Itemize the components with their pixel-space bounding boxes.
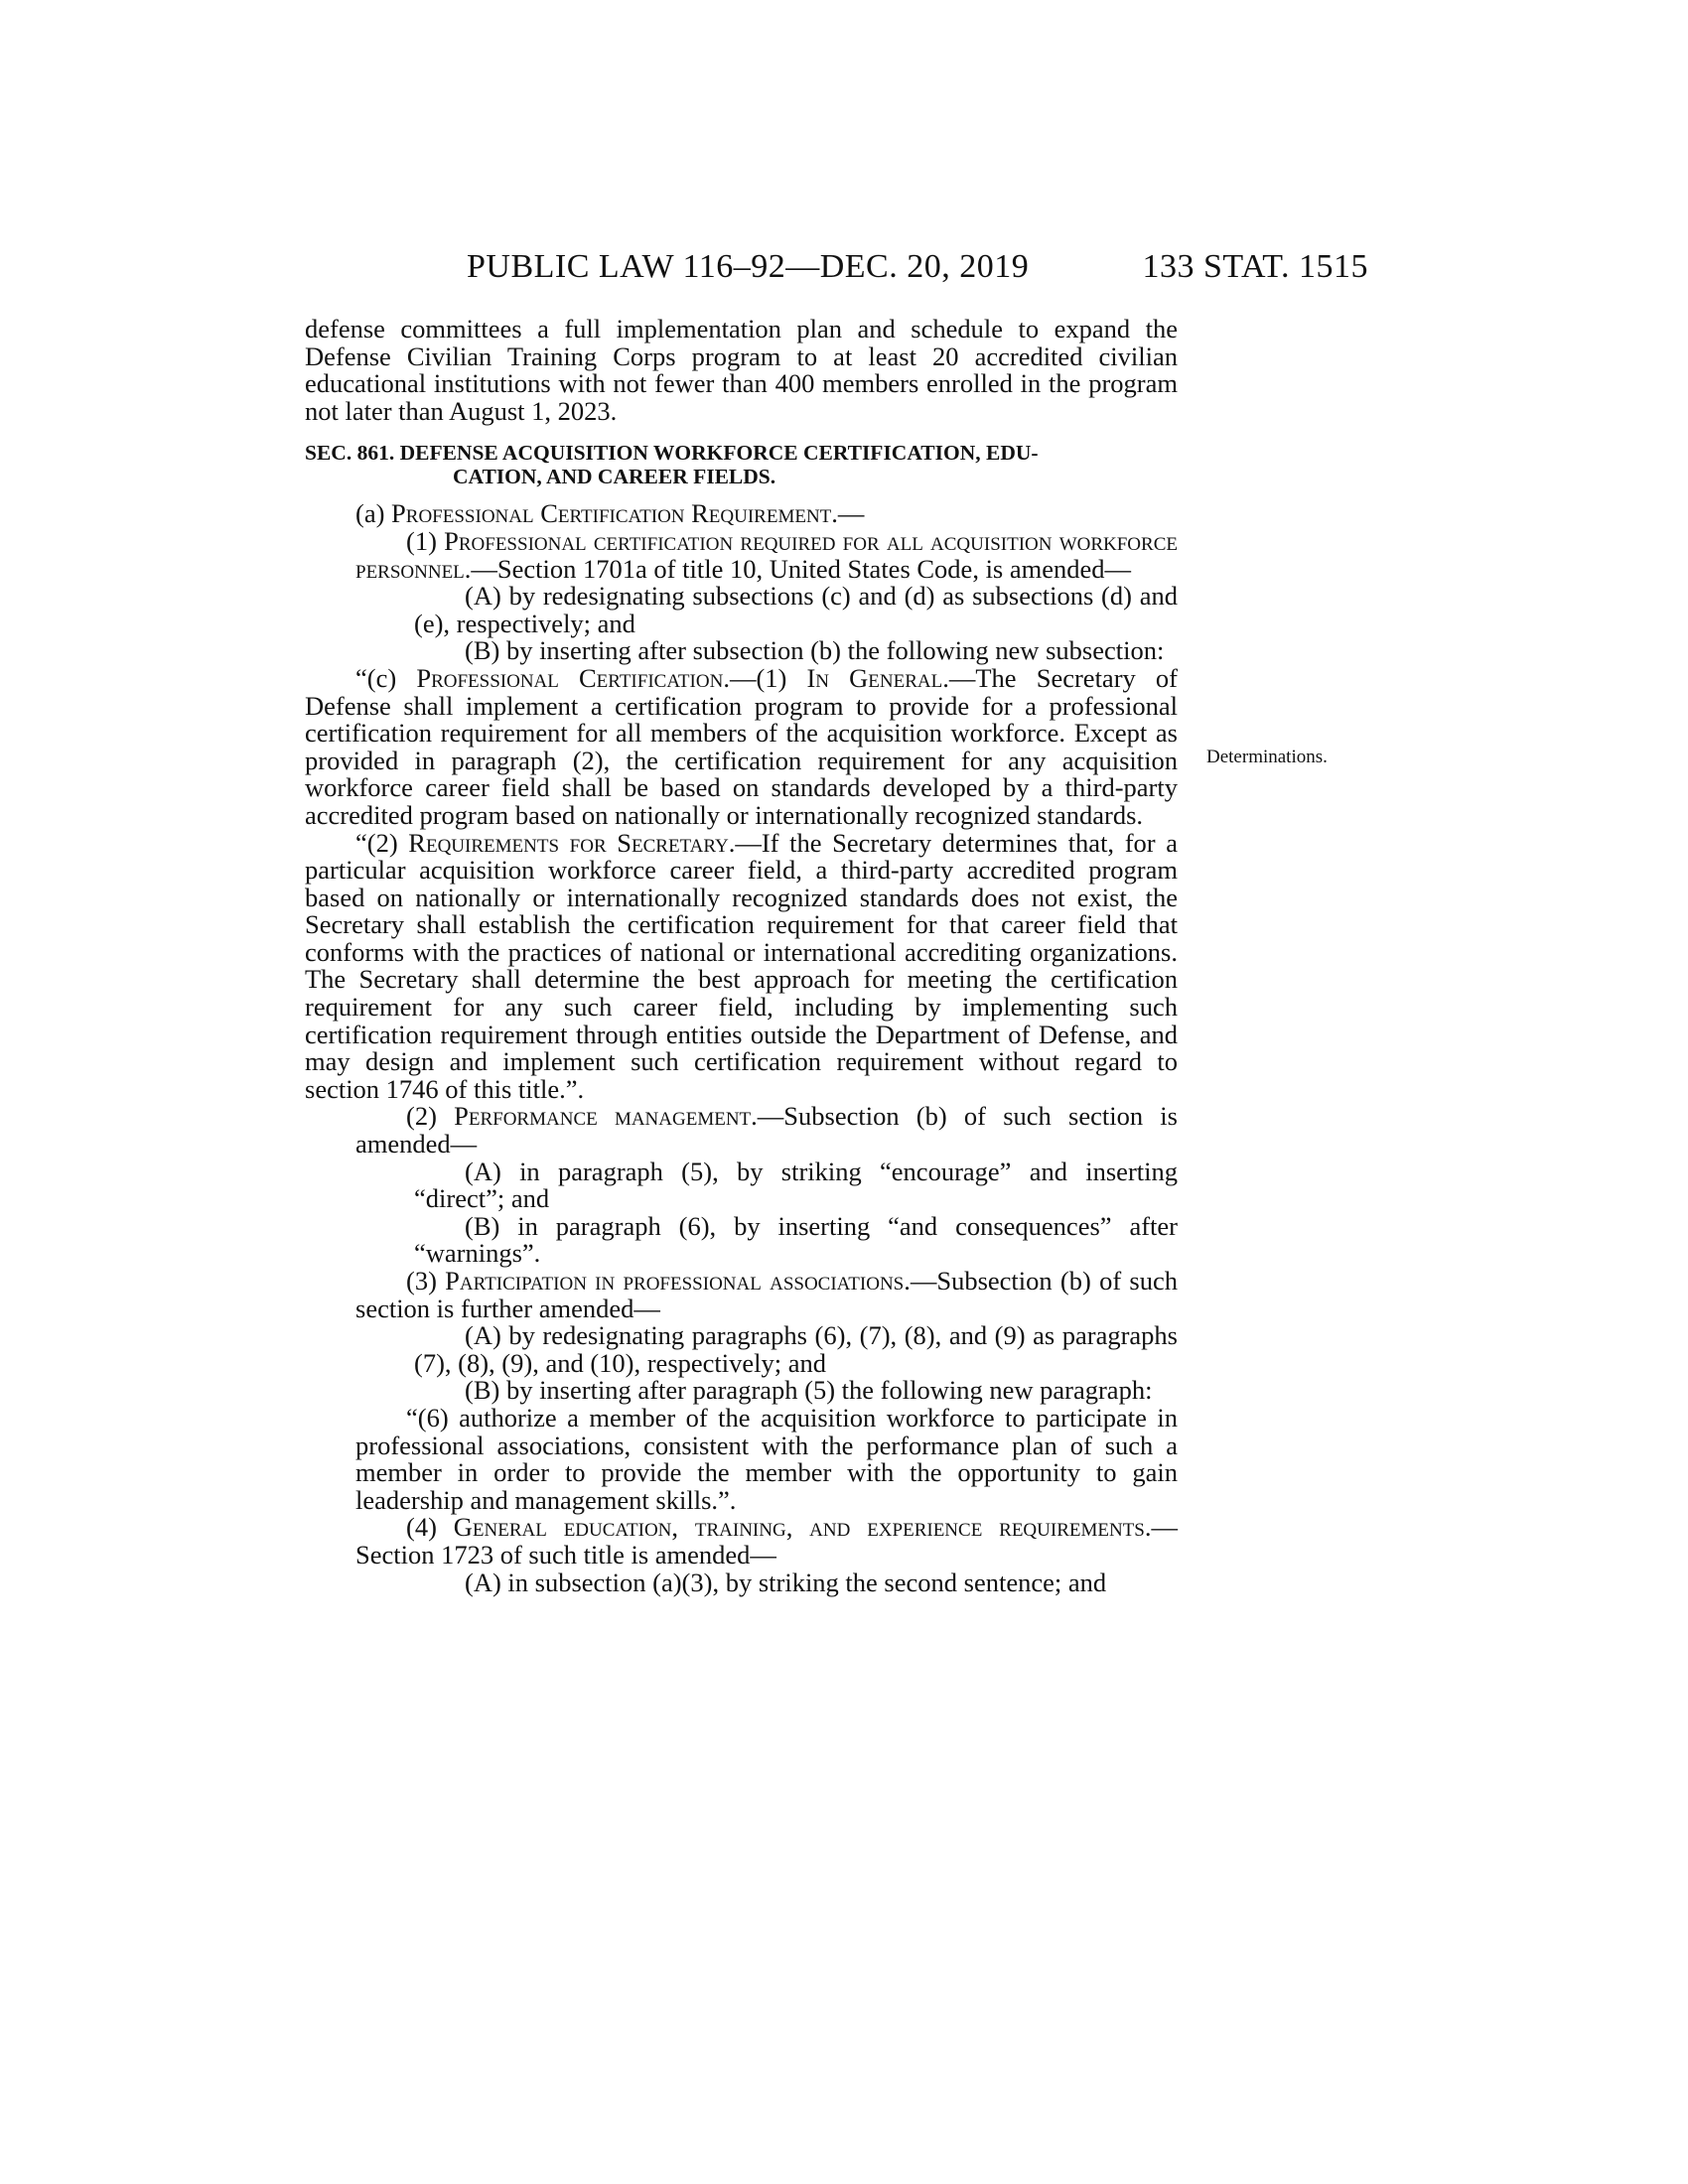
intro-paragraph: defense committees a full implementation plan and schedule to expand the Defense Civilian Training Corps program to at least 20 accredited civilian educational institutions with not fewer than 400 members enrolled in the program not later than August 1, 2023. bbox=[305, 314, 1178, 426]
paragraph-a4-prefix: (4) bbox=[406, 1512, 454, 1543]
subsection-a-title: Professional Certification Requirement bbox=[391, 498, 832, 529]
paragraph-a3-title: Participation in professional associations bbox=[445, 1266, 905, 1296]
paragraph-a1-prefix: (1) bbox=[406, 525, 445, 556]
paragraph-a2-title: Performance management bbox=[454, 1101, 752, 1132]
quoted-c2-prefix: “(2) bbox=[355, 827, 409, 858]
paragraph-a3 bbox=[305, 1268, 1178, 1322]
section-heading-line2: CATION, AND CAREER FIELDS. bbox=[453, 465, 776, 489]
paragraph-a2 bbox=[305, 1103, 1178, 1158]
quoted-c-mid: .—(1) bbox=[723, 662, 807, 693]
paragraph-a4 bbox=[305, 1514, 1178, 1569]
subparagraph-a2A: (A) in paragraph (5), by striking “encourage” and inserting “direct”; and bbox=[414, 1156, 1178, 1214]
paragraph-a1-title: Professional certification required for all acquisition workforce personnel bbox=[355, 525, 1178, 584]
quoted-c-subtitle: In General bbox=[806, 662, 943, 693]
quoted-paragraph-6: “(6) authorize a member of the acquisition workforce to participate in professional associations, consistent with the performance plan of such a member in order to provide the member with the opportunity to gain leadership and management skills.”. bbox=[355, 1402, 1178, 1515]
paragraph-a3-prefix: (3) bbox=[406, 1266, 446, 1296]
subparagraph-a2B: (B) in paragraph (6), by inserting “and consequences” after “warnings”. bbox=[414, 1210, 1178, 1269]
quoted-subsection-c bbox=[305, 662, 1178, 830]
section-heading bbox=[305, 441, 1178, 488]
paragraph-a4-text: .—Section 1723 of such title is amended— bbox=[355, 1512, 1179, 1570]
subparagraph-a1A: (A) by redesignating subsections (c) and (d) as subsections (d) and (e), respectively; and bbox=[414, 581, 1178, 638]
section-heading-line1: SEC. 861. DEFENSE ACQUISITION WORKFORCE CERTIFICATION, EDU- bbox=[305, 441, 1039, 466]
subsection-a bbox=[305, 500, 1178, 528]
quoted-paragraph-c2 bbox=[305, 827, 1178, 1104]
quoted-c-prefix: “(c) bbox=[355, 662, 417, 693]
paragraph-a4-title: General education, training, and experience requirements bbox=[453, 1512, 1145, 1543]
paragraph-a1 bbox=[305, 525, 1178, 584]
page-header-stat-number: 133 STAT. 1515 bbox=[1142, 248, 1368, 285]
subparagraph-a1B: (B) by inserting after subsection (b) the following new subsection: bbox=[465, 635, 1165, 666]
page-header-title: PUBLIC LAW 116–92—DEC. 20, 2019 bbox=[467, 248, 1030, 285]
margin-note: Determinations. bbox=[1206, 747, 1328, 767]
subsection-a-prefix: (a) bbox=[355, 498, 392, 529]
subparagraph-a3B: (B) by inserting after paragraph (5) the following new paragraph: bbox=[465, 1375, 1153, 1406]
subsection-a-dash: .— bbox=[831, 498, 865, 529]
document-body bbox=[305, 316, 1178, 1596]
quoted-c2-text: .—If the Secretary determines that, for a particular acquisition workforce career field, a third-party accredited program based on nationally or internationally recognized standards does not exist, the Secretary shall establish the certification requirement for that career field that conforms with the practices of national or international accrediting organizations. The Secretary shall determine the best approach for meeting the certification requirement for any such career field, including by implementing such certification requirement through entities outside the Department of Defense, and may design and implement such certification requirement without regard to section 1746 of this title.”. bbox=[305, 827, 1178, 1104]
quoted-c-text: .—The Secretary of Defense shall implement a certification program to provide for a professional certification requirement for all members of the acquisition workforce. Except as provided in paragraph (2), the certification requirement for any acquisition workforce career field shall be based on standards developed by a third-party accredited program based on nationally or internationally recognized standards. bbox=[305, 662, 1178, 830]
paragraph-a2-text: .—Subsection (b) of such section is amended— bbox=[355, 1101, 1178, 1160]
paragraph-a1-text: .—Section 1701a of title 10, United States Code, is amended— bbox=[464, 553, 1132, 584]
subparagraph-a4A: (A) in subsection (a)(3), by striking the second sentence; and bbox=[465, 1567, 1107, 1597]
quoted-c2-title: Requirements for Secretary bbox=[408, 827, 729, 858]
quoted-c-title: Professional Certification bbox=[416, 662, 724, 693]
paragraph-a2-prefix: (2) bbox=[406, 1101, 455, 1132]
subparagraph-a3A: (A) by redesignating paragraphs (6), (7), (8), and (9) as paragraphs (7), (8), (9), and (10), respectively; and bbox=[414, 1320, 1178, 1378]
paragraph-a3-text: .—Subsection (b) of such section is further amended— bbox=[355, 1266, 1178, 1323]
